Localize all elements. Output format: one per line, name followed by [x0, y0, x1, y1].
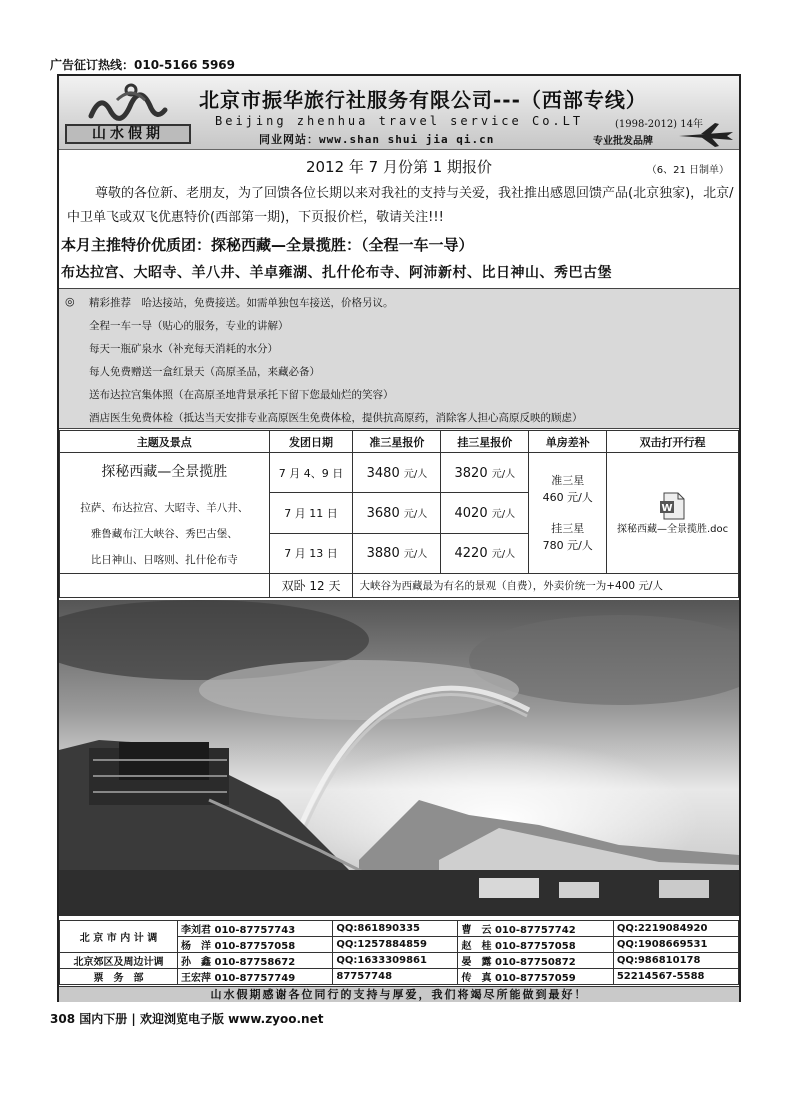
header-date: 发团日期: [269, 431, 353, 453]
table-row: [60, 453, 739, 493]
contact-qq: QQ:2219084920: [613, 921, 738, 937]
feature-line: 送布达拉宫集体照（在高原圣地背景承托下留下您最灿烂的笑容）: [89, 389, 394, 401]
bullet-icon: ◎: [65, 295, 75, 308]
page-footer: 308 国内下册 | 欢迎浏览电子版 www.zyoo.net: [50, 1012, 324, 1026]
logo-text: 山水假期: [65, 124, 191, 144]
itinerary-doc-name[interactable]: 探秘西藏—全景揽胜.doc: [616, 523, 729, 535]
supplement-value: 460 元/人: [542, 491, 593, 504]
company-name-en: Beijing zhenhua travel service Co.LT: [215, 114, 584, 128]
feature-line: 每人免费赠送一盒红景天（高原圣品，来藏必备）: [89, 366, 320, 378]
p3-price-cell: [353, 493, 441, 533]
theme-title: 探秘西藏—全景揽胜: [101, 464, 228, 480]
price-value: 3680: [366, 505, 400, 521]
contact-fax: 传 真 010-87757059: [458, 969, 613, 985]
feature-line: 全程一车一导（贴心的服务，专业的讲解）: [89, 320, 289, 332]
contact-phone: 孙 鑫 010-87758672: [178, 953, 333, 969]
contact-phone: 晏 露 010-87750872: [458, 953, 613, 969]
header-itinerary: 双击打开行程: [607, 431, 739, 453]
dept-cell: 北 京 市 内 计 调: [60, 921, 178, 953]
contact-qq: QQ:986810178: [613, 953, 738, 969]
price-value: 3480: [366, 465, 400, 481]
header-p3-price: 准三星报价: [353, 431, 441, 453]
company-years: (1998-2012) 14年: [615, 119, 703, 130]
price-unit: 元/人: [403, 508, 428, 520]
header-single-supplement: 单房差补: [529, 431, 607, 453]
potala-palace-photo: [59, 600, 739, 916]
word-doc-icon[interactable]: [658, 491, 688, 521]
theme-cell: [60, 453, 270, 574]
svg-text:W: W: [661, 502, 673, 514]
price-table: [59, 430, 739, 598]
logo: [65, 80, 191, 144]
contact-qq: 52214567-5588: [613, 969, 738, 985]
theme-line: 拉萨、布达拉宫、大昭寺、羊八井、: [80, 502, 249, 514]
feature-line: 酒店医生免费体检（抵达当天安排专业高原医生免费体检，提供抗高原药，消除客人担心高原反映的顾虑）: [89, 412, 583, 424]
contact-qq: QQ:1908669531: [613, 937, 738, 953]
recommend-heading: 本月主推特价优质团：探秘西藏—全景揽胜：（全程一车一导）: [61, 236, 474, 254]
p3-price-cell: [353, 453, 441, 493]
contact-row: [60, 969, 739, 985]
features-box: [59, 288, 739, 429]
contacts-table: [59, 920, 739, 985]
price-unit: 元/人: [403, 468, 428, 480]
contact-phone: 赵 桂 010-87757058: [458, 937, 613, 953]
contact-qq: QQ:1257884859: [333, 937, 458, 953]
supplement-label: 挂三星: [551, 522, 585, 535]
supplement-cell: [529, 453, 607, 574]
price-value: 3820: [454, 465, 488, 481]
dept-cell: 北京郊区及周边计调: [60, 953, 178, 969]
thanks-banner: 山水假期感谢各位同行的支持与厚爱，我们将竭尽所能做到最好！: [59, 986, 739, 1002]
page-frame: [57, 74, 741, 1002]
price-unit: 元/人: [491, 549, 516, 561]
logo-icon: [87, 82, 169, 124]
date-cell: 7 月 4、9 日: [269, 453, 353, 493]
price-unit: 元/人: [491, 508, 516, 520]
contact-qq: 87757748: [333, 969, 458, 985]
airplane-icon: [677, 122, 735, 148]
intro-paragraph: 尊敬的各位新、老朋友，为了回馈各位长期以来对我社的支持与关爱，我社推出感恩回馈产品(北京独家)，北京/中卫单飞或双飞优惠特价(西部第一期)，下页报价栏，敬请关注!!!: [67, 186, 734, 225]
price-value: 4220: [454, 546, 488, 562]
supplement-value: 780 元/人: [542, 539, 593, 552]
supplement-label: 准三星: [551, 474, 585, 487]
header-g3-price: 挂三星报价: [441, 431, 529, 453]
theme-line: 比日神山、日喀则、扎什伦布寺: [90, 554, 238, 566]
dept-cell: 票 务 部: [60, 969, 178, 985]
contact-phone: 王宏萍 010-87757749: [178, 969, 333, 985]
brand-line: 专业批发品牌: [593, 136, 653, 147]
price-value: 4020: [454, 505, 488, 521]
spots-list: 布达拉宫、大昭寺、羊八井、羊卓雍湖、扎什伦布寺、阿沛新村、比日神山、秀巴古堡: [61, 265, 612, 281]
theme-line: 雅鲁藏布江大峡谷、秀巴古堡、: [90, 528, 238, 540]
quote-title: 2012 年 7 月份第 1 期报价: [305, 158, 493, 176]
contact-phone: 杨 洋 010-87757058: [178, 937, 333, 953]
contact-qq: QQ:861890335: [333, 921, 458, 937]
ad-hotline: 广告征订热线：010-5166 5969: [50, 58, 236, 72]
contact-phone: 李刘君 010-87757743: [178, 921, 333, 937]
g3-price-cell: [441, 453, 529, 493]
contact-phone: 曹 云 010-87757742: [458, 921, 613, 937]
header-theme: 主题及景点: [60, 431, 270, 453]
company-name-cn: 北京市振华旅行社服务有限公司---（西部专线）: [199, 88, 647, 112]
p3-price-cell: [353, 533, 441, 573]
g3-price-cell: [441, 533, 529, 573]
empty-cell: [60, 574, 270, 598]
itinerary-cell[interactable]: [607, 453, 739, 574]
table-header-row: [60, 431, 739, 453]
contact-qq: QQ:1633309861: [333, 953, 458, 969]
company-website[interactable]: 同业网站：www.shan shui jia qi.cn: [259, 133, 495, 146]
price-value: 3880: [366, 546, 400, 562]
contact-row: [60, 953, 739, 969]
g3-price-cell: [441, 493, 529, 533]
feature-line: 精彩推荐 哈达接站，免费接送。如需单独包车接送，价格另议。: [89, 297, 394, 309]
feature-line: 每天一瓶矿泉水（补充每天消耗的水分）: [89, 343, 278, 355]
note-cell: 大峡谷为西藏最为有名的景观（自费），外卖价统一为+400 元/人: [353, 574, 739, 598]
price-unit: 元/人: [491, 468, 516, 480]
contact-row: [60, 921, 739, 937]
price-unit: 元/人: [403, 549, 428, 561]
date-cell: 7 月 11 日: [269, 493, 353, 533]
header-banner: [59, 76, 739, 150]
duration-cell: 双卧 12 天: [269, 574, 353, 598]
quote-date-note: （6、21 日制单）: [646, 165, 729, 176]
landscape-image: [59, 600, 739, 916]
table-row: [60, 574, 739, 598]
date-cell: 7 月 13 日: [269, 533, 353, 573]
